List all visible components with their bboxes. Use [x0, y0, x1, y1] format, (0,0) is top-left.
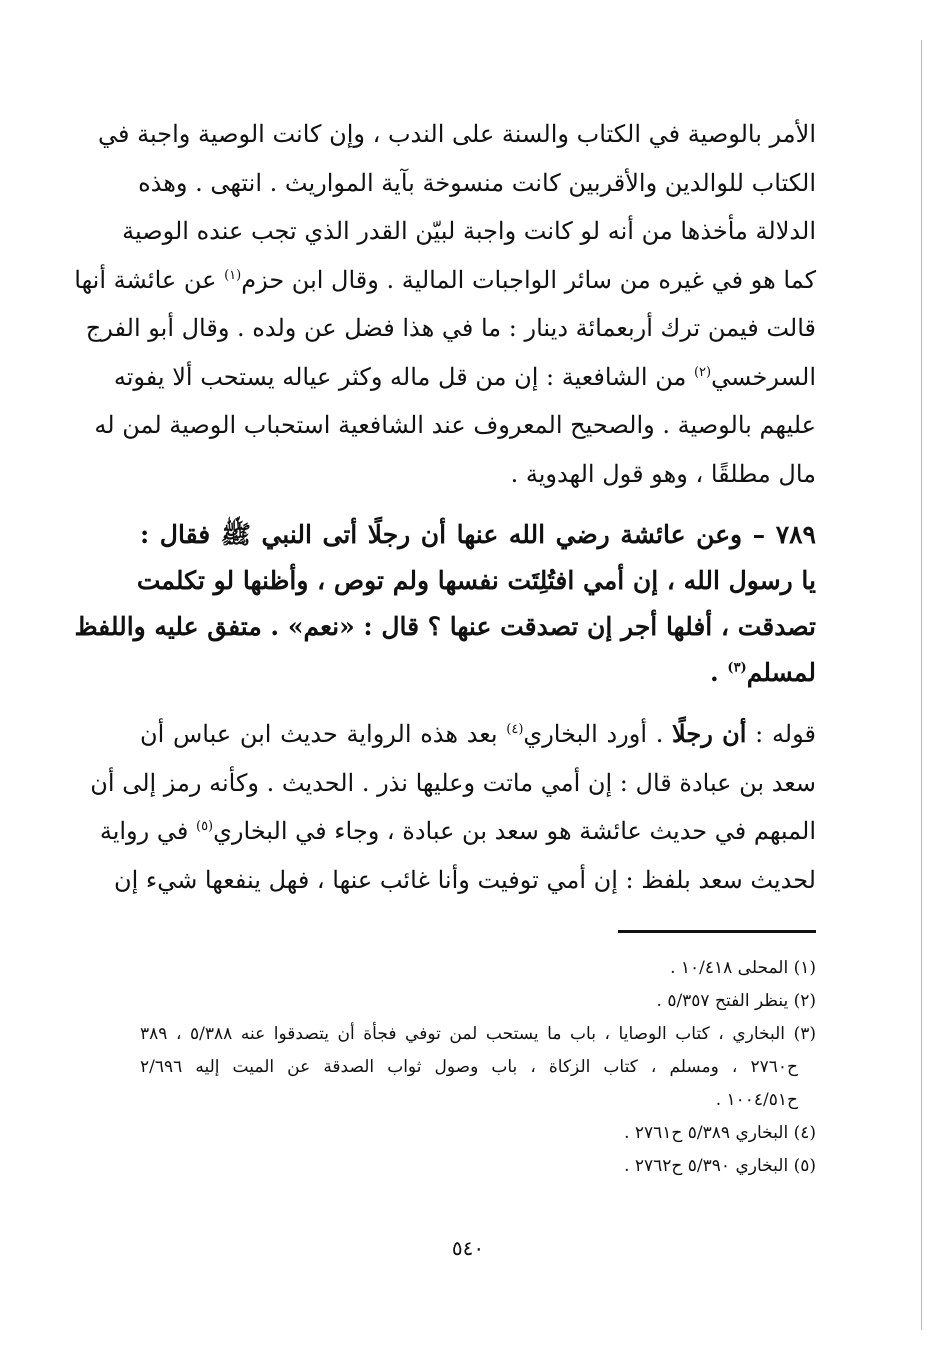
page-number: ٥٤٠	[451, 1236, 485, 1260]
text-line	[113, 353, 816, 402]
footnote-4: (٤) البخاري ٥/٣٨٩ ح٢٧٦١ .	[624, 1123, 816, 1143]
text-line	[74, 256, 816, 305]
text-segment: بعد هذه الرواية حديث ابن عباس أن	[140, 720, 498, 748]
footnote-ref-3: (٣)	[727, 660, 747, 676]
footnote-ref-4: (٤)	[506, 722, 524, 737]
text-line: لحديث سعد بلفظ : إن أمي توفيت وأنا غائب عنها ، فهل ينفعها شيء إن	[113, 865, 816, 894]
footnotes	[140, 952, 816, 1183]
footnote-ref-2: (٢)	[693, 364, 712, 380]
text-line: الدلالة مأخذها من أنه لو كانت واجبة لبيّن القدر الذي تجب عنده الوصية	[122, 217, 816, 245]
footnote-ref-5: (٥)	[195, 819, 214, 834]
text-line: قالت فيمن ترك أربعمائة دينار : ما في هذا فضل عن ولده . وقال أبو الفرج	[85, 314, 816, 342]
hadith-line: تصدقت ، أفلها أجر إن تصدقت عنها ؟ قال : «نعم» . متفق عليه واللفظ	[74, 612, 816, 641]
text-line: عليهم بالوصية . والصحيح المعروف عند الشافعية استحباب الوصية لمن له	[94, 411, 816, 439]
text-segment: السرخسي	[711, 362, 816, 391]
hadith-line	[140, 650, 816, 696]
text-line: مال مطلقًا ، وهو قول الهدوية .	[510, 459, 816, 488]
page-edge-line	[921, 40, 922, 1330]
text-line	[140, 710, 816, 759]
text-line: سعد بن عبادة قال : إن أمي ماتت وعليها نذر . الحديث . وكأنه رمز إلى أن	[90, 768, 816, 797]
text-segment: .	[709, 658, 719, 687]
quoted-term: أن رجلًا	[672, 719, 747, 748]
footnote-3: (٣) البخاري ، كتاب الوصايا ، باب ما يستحب لمن توفي فجأة أن يتصدقوا عنه ٥/٣٨٨ ، ٣٨٩	[140, 1024, 816, 1044]
text-segment: المبهم في حديث عائشة هو سعد بن عبادة ، وجاء في البخاري	[213, 817, 816, 845]
footnote-3-continued: ح٢٧٦٠ ، ومسلم ، كتاب الزكاة ، باب وصول ثواب الصدقة عن الميت إليه ٢/٦٩٦	[140, 1057, 798, 1077]
footnote-separator	[618, 930, 816, 933]
hadith-paragraph	[74, 512, 816, 696]
text-segment: عن عائشة أنها	[74, 265, 217, 294]
footnote-1: (١) المحلى ١٠/٤١٨ .	[670, 958, 816, 978]
text-segment: كما هو في غيره من سائر الواجبات المالية . وقال ابن حزم	[241, 265, 816, 294]
text-segment: من الشافعية : إن من قل ماله وكثر عياله يستحب ألا يفوته	[113, 362, 687, 391]
text-line: الكتاب للوالدين والأقربين كانت منسوخة بآية المواريث . انتهى . وهذه	[138, 168, 816, 197]
text-segment: لمسلم	[746, 658, 816, 687]
commentary-paragraph-2	[90, 710, 816, 904]
text-line	[99, 807, 816, 856]
text-segment: قوله :	[755, 720, 816, 748]
text-segment: في رواية	[99, 817, 189, 845]
text-line: الأمر بالوصية في الكتاب والسنة على الندب ، وإن كانت الوصية واجبة في	[98, 120, 816, 148]
hadith-line: ٧٨٩ – وعن عائشة رضي الله عنها أن رجلًا أتى النبي ﷺ فقال :	[140, 520, 816, 549]
commentary-paragraph-1	[74, 110, 816, 498]
footnote-ref-1: (١)	[224, 267, 242, 283]
hadith-line: يا رسول الله ، إن أمي افتُلِتَت نفسها ولم توص ، وأظنها لو تكلمت	[136, 566, 816, 595]
footnote-2: (٢) ينظر الفتح ٥/٣٥٧ .	[656, 991, 816, 1011]
text-segment: . أورد البخاري	[523, 720, 664, 748]
footnote-5: (٥) البخاري ٥/٣٩٠ ح٢٧٦٢ .	[624, 1156, 816, 1176]
footnote-3-continued: ح١٠٠٤/٥١ .	[715, 1090, 798, 1110]
